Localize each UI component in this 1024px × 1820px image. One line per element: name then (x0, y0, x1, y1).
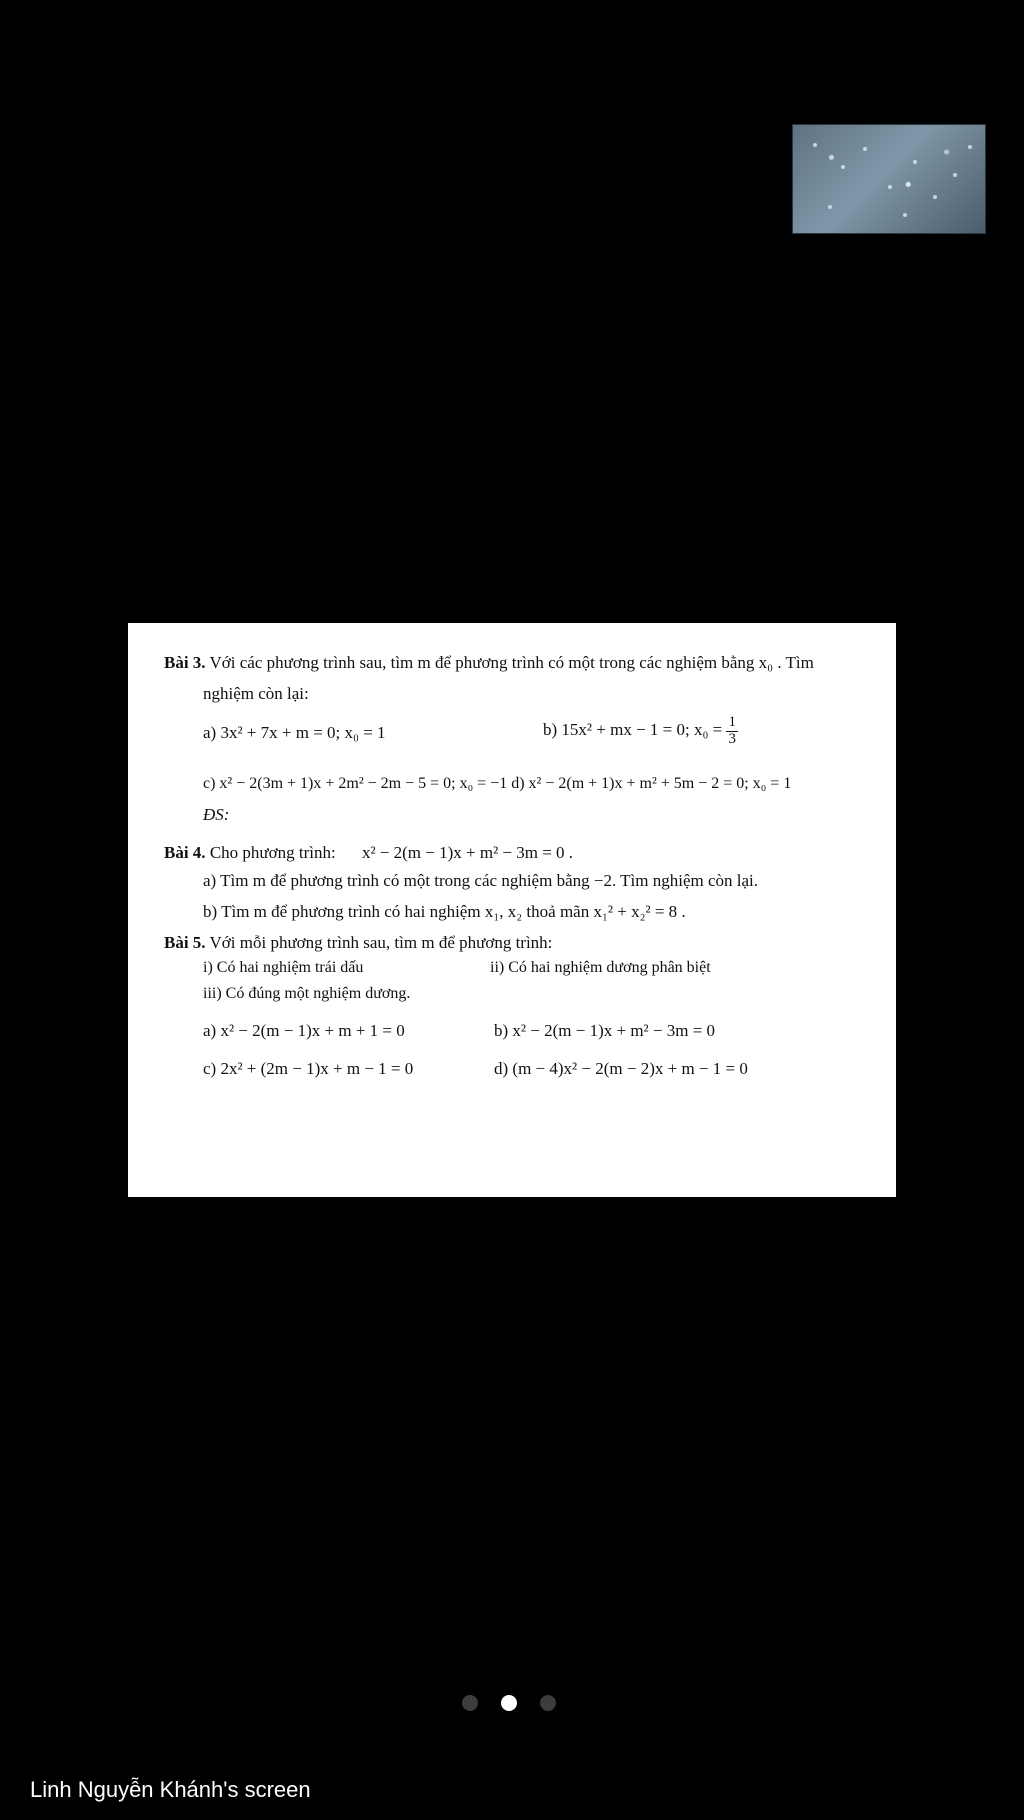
raindrop (828, 205, 832, 209)
participant-video-thumbnail[interactable] (792, 124, 986, 234)
bai3-heading: Bài 3. (164, 653, 206, 672)
bai4-item-b: b) Tìm m để phương trình có hai nghiệm x₁, x₂ thoả mãn x₁² + x₂² = 8 . (203, 902, 686, 921)
raindrop (863, 147, 867, 151)
bai3-prompt-line2: nghiệm còn lại: (203, 684, 309, 703)
raindrop (903, 213, 907, 217)
raindrop (968, 145, 972, 149)
bai5-condition-i: i) Có hai nghiệm trái dấu (203, 959, 364, 976)
bai4-intro-line (164, 843, 573, 863)
bai5-item-b: b) x² − 2(m − 1)x + m² − 3m = 0 (494, 1021, 716, 1040)
bai4-heading: Bài 4. (164, 843, 206, 862)
raindrop (913, 160, 917, 164)
page-dot-3[interactable] (540, 1695, 556, 1711)
page-dot-2-active[interactable] (501, 1695, 517, 1711)
raindrop (888, 185, 892, 189)
bai4-equation: x² − 2(m − 1)x + m² − 3m = 0 . (361, 843, 574, 862)
screen-share-owner-label: Linh Nguyễn Khánh's screen (30, 1777, 311, 1802)
fraction-one-third (726, 715, 738, 748)
shared-document-page (128, 623, 896, 1197)
bai5-intro-line (164, 933, 552, 953)
bai5-item-a: a) x² − 2(m − 1)x + m + 1 = 0 (203, 1021, 405, 1040)
page-indicator (462, 1695, 562, 1711)
bai3-prompt-line1 (164, 653, 814, 673)
fraction-denominator: 3 (728, 730, 736, 747)
bai4-item-a: a) Tìm m để phương trình có một trong các nghiệm bằng −2. Tìm nghiệm còn lại. (203, 871, 758, 890)
bai3-item-b-text: b) 15x² + mx − 1 = 0; x₀ = (543, 720, 723, 740)
bai5-intro: Với mỗi phương trình sau, tìm m để phương trình: (209, 933, 553, 952)
fraction-numerator: 1 (728, 714, 736, 730)
raindrop (933, 195, 937, 199)
page-dot-1[interactable] (462, 1695, 478, 1711)
bai5-item-d: d) (m − 4)x² − 2(m − 2)x + m − 1 = 0 (494, 1059, 748, 1078)
bai3-items-c-d: c) x² − 2(3m + 1)x + 2m² − 2m − 5 = 0; x₀ = −1 d) x² − 2(m + 1)x + m² + 5m − 2 = 0; x₀ = 1 (203, 775, 792, 792)
raindrop (841, 165, 845, 169)
raindrop (953, 173, 957, 177)
bai3-prompt-text: Với các phương trình sau, tìm m để phương trình có một trong các nghiệm bằng x₀ . Tìm (209, 653, 814, 672)
bai3-answer-label: ĐS: (203, 805, 230, 824)
bai3-item-a: a) 3x² + 7x + m = 0; x₀ = 1 (203, 723, 386, 742)
bai5-condition-iii: iii) Có đúng một nghiệm dương. (203, 985, 411, 1002)
bai3-item-b (543, 715, 738, 748)
bai5-heading: Bài 5. (164, 933, 206, 952)
bai5-item-c: c) 2x² + (2m − 1)x + m − 1 = 0 (203, 1059, 414, 1078)
raindrop (813, 143, 817, 147)
bai4-intro: Cho phương trình: (209, 843, 336, 862)
bai5-condition-ii: ii) Có hai nghiệm dương phân biệt (490, 959, 711, 976)
